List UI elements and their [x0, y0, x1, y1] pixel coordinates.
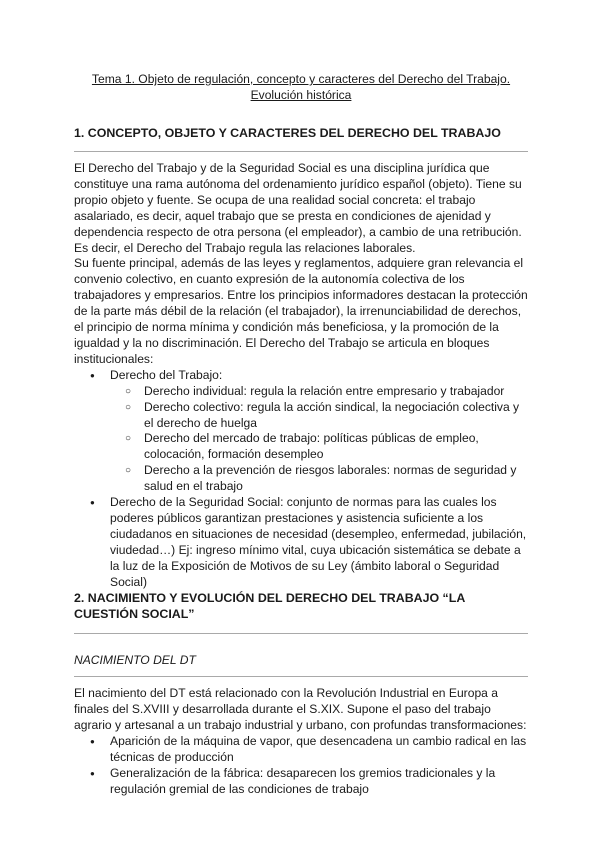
document-title-line-1: Tema 1. Objeto de regulación, concepto y caracteres del Derecho del Trabajo.	[91, 72, 511, 86]
sub-list-item: ○ Derecho a la prevención de riesgos laborales: normas de seguridad y salud en el trabajo	[110, 463, 528, 495]
section-1-paragraph-1: El Derecho del Trabajo y de la Seguridad Social es una disciplina jurídica que constituye una rama autónoma del ordenamiento jurídico español (objeto). Tiene su propio objeto y fuente. Se ocupa de una realidad social concreta: el trabajo asalariado, es decir, aquel trabajo que se presta en condiciones de ajenidad y dependencia respecto de otra persona (el empleador), a cambio de una retribución. Es decir, el Derecho del Trabajo regula las relaciones laborales.	[74, 161, 522, 255]
list-item-derecho-del-trabajo	[74, 368, 528, 495]
document-title-line-2: Evolución histórica	[250, 88, 352, 102]
sub-list-item: ○ Derecho del mercado de trabajo: políticas públicas de empleo, colocación, formación desempleo	[110, 431, 528, 463]
section-1-heading: 1. CONCEPTO, OBJETO Y CARACTERES DEL DERECHO DEL TRABAJO	[74, 126, 501, 140]
section-divider	[74, 633, 528, 634]
list-item: ● Generalización de la fábrica: desaparecen los gremios tradicionales y la regulación gremial de las condiciones de trabajo	[74, 766, 528, 798]
section-2-paragraph: El nacimiento del DT está relacionado con la Revolución Industrial en Europa a finales del S.XVIII y desarrollada durante el S.XIX. Supone el paso del trabajo agrario y artesanal a un trabajo industrial y urbano, con profundas transformaciones:	[74, 686, 527, 733]
section-1-paragraph-2: Su fuente principal, además de las leyes y reglamentos, adquiere gran relevancia el convenio colectivo, en cuanto expresión de la autonomía colectiva de los trabajadores y empresarios. Entre los principios informadores destacan la protección de la parte más débil de la relación (el trabajador), la irrenunciabilidad de derechos, el principio de norma mínima y condición más beneficiosa, y la promoción de la igualdad y la no discriminación. El Derecho del Trabajo se articula en bloques institucionales:	[74, 256, 528, 366]
list-item-seguridad-social: ● Derecho de la Seguridad Social: conjunto de normas para las cuales los poderes públicos garantizan prestaciones y asistencia suficiente a los ciudadanos en situaciones de necesidad (desempleo, enfermedad, jubilación, viudedad…) Ej: ingreso mínimo vital, cuya ubicación sistemática se debate a la luz de la Exposición de Motivos de su Ley (ámbito laboral o Seguridad Social)	[74, 495, 528, 590]
document-title	[74, 71, 528, 103]
sub-list	[110, 384, 528, 495]
institutional-blocks-list	[74, 368, 528, 591]
sub-list-item: ○ Derecho colectivo: regula la acción sindical, la negociación colectiva y el derecho de huelga	[110, 400, 528, 432]
list-item-text: Derecho del Trabajo:	[110, 367, 223, 382]
section-2-heading: 2. NACIMIENTO Y EVOLUCIÓN DEL DERECHO DEL TRABAJO “LA CUESTIÓN SOCIAL”	[74, 591, 465, 622]
sub-list-item: ○ Derecho individual: regula la relación entre empresario y trabajador	[110, 384, 528, 400]
section-divider	[74, 676, 528, 677]
list-item: ● Aparición de la máquina de vapor, que desencadena un cambio radical en las técnicas de producción	[74, 734, 528, 766]
transformations-list	[74, 734, 528, 798]
section-divider	[74, 151, 528, 152]
subsection-heading: NACIMIENTO DEL DT	[74, 653, 196, 668]
